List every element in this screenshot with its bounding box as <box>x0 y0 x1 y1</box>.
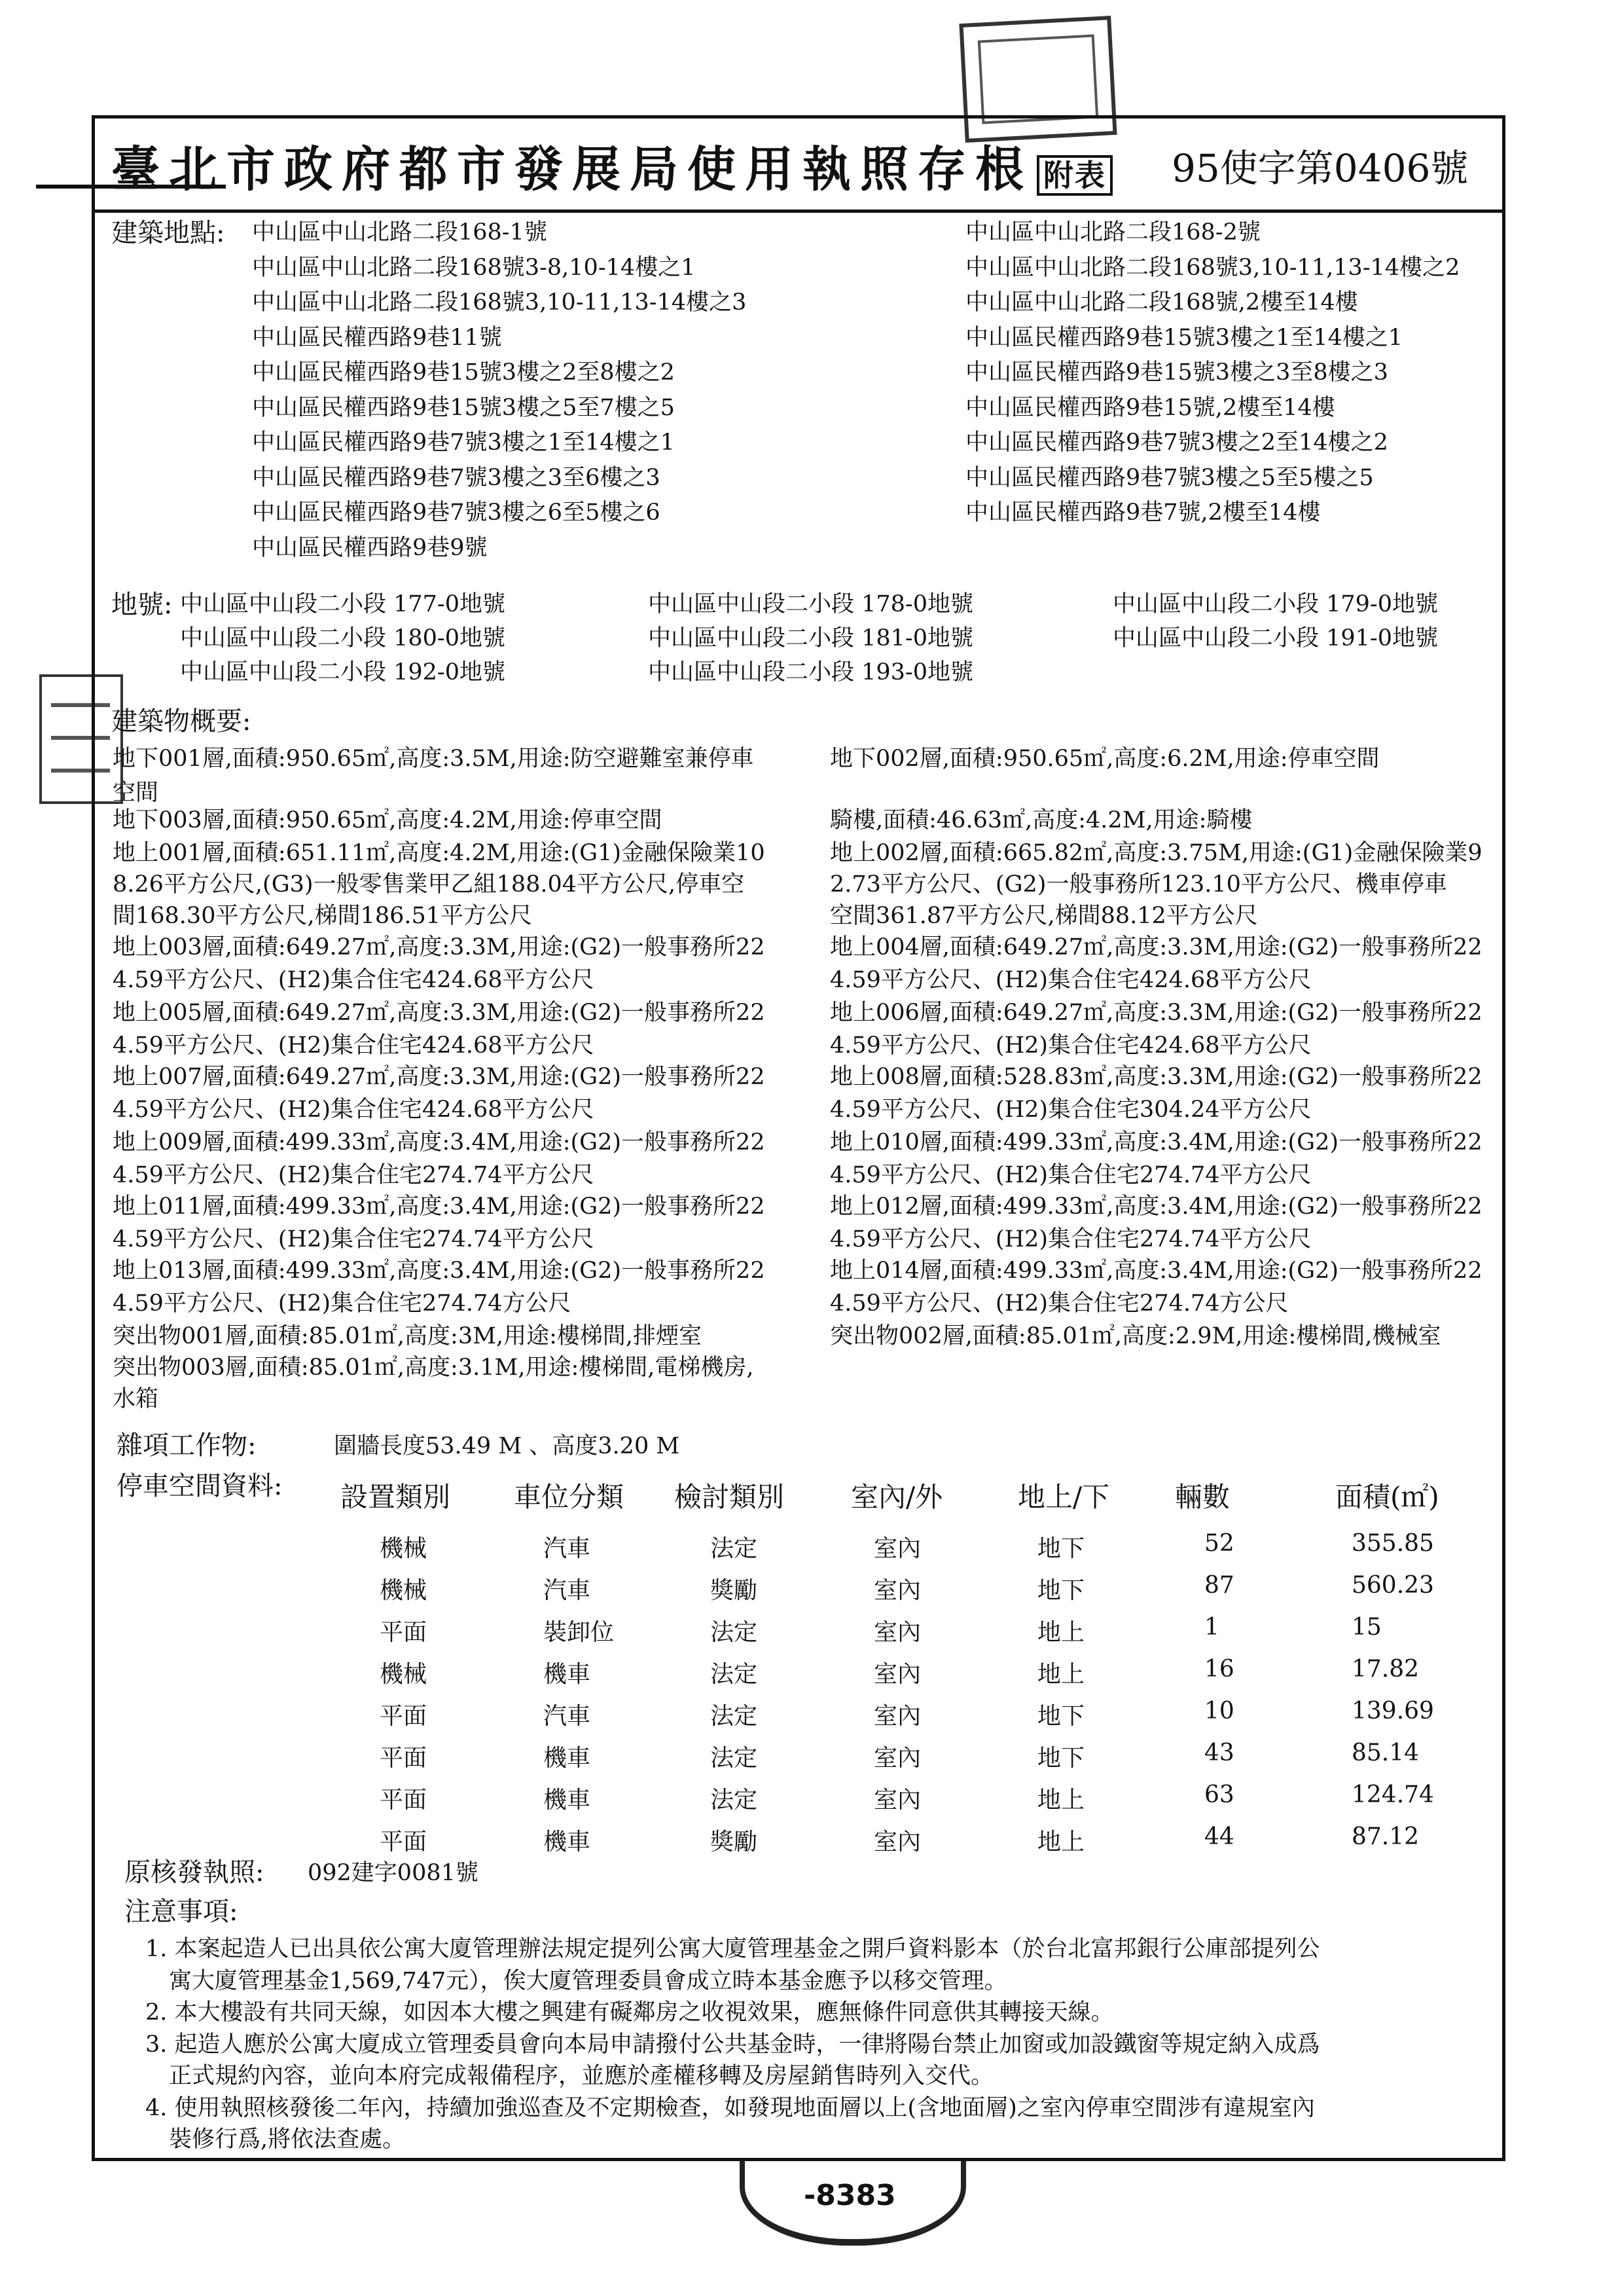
building-line: 4.59平方公尺、(H2)集合住宅424.68平方公尺 <box>830 1032 1312 1059</box>
building-line: 4.59平方公尺、(H2)集合住宅274.74平方公尺 <box>113 1162 594 1188</box>
parking-column-header: 設置類別 <box>340 1481 451 1513</box>
site-address: 中山區中山北路二段168號,2樓至14樓 <box>965 289 1358 316</box>
parking-column-header: 車位分類 <box>514 1481 624 1513</box>
parking-cell: 560.23 <box>1352 1572 1434 1599</box>
note-line: 正式規約內容，並向本府完成報備程序，並應於產權移轉及房屋銷售時列入交代。 <box>169 2063 994 2089</box>
parking-cell: 獎勵 <box>710 1829 758 1855</box>
parking-cell: 平面 <box>380 1829 427 1855</box>
misc-label: 雜項工作物: <box>117 1430 257 1461</box>
land-number: 中山區中山段二小段 179-0地號 <box>1113 591 1439 617</box>
building-line: 地上012層,面積:499.33㎡,高度:3.4M,用途:(G2)一般事務所22 <box>830 1194 1483 1220</box>
parking-cell: 地上 <box>1037 1619 1085 1646</box>
title-text: 臺北市政府都市發展局使用執照存根 <box>111 141 1033 198</box>
parking-cell: 機械 <box>380 1661 427 1688</box>
parking-cell: 室內 <box>874 1829 922 1855</box>
note-line: 4. 使用執照核發後二年內，持續加強巡查及不定期檢查，如發現地面層以上(含地面層)之室內停車空間涉有違規室內 <box>145 2094 1315 2121</box>
parking-cell: 平面 <box>380 1787 427 1813</box>
site-address: 中山區民權西路9巷15號3樓之1至14樓之1 <box>965 324 1403 351</box>
site-address: 中山區民權西路9巷7號3樓之3至6樓之3 <box>252 464 660 491</box>
parking-cell: 地下 <box>1037 1577 1085 1604</box>
bottom-seal-stamp <box>740 2160 966 2246</box>
building-line: 地上006層,面積:649.27㎡,高度:3.3M,用途:(G2)一般事務所22 <box>830 1000 1483 1026</box>
building-line: 8.26平方公尺,(G3)一般零售業甲乙組188.04平方公尺,停車空 <box>113 871 745 898</box>
parking-cell: 機車 <box>543 1745 591 1772</box>
site-address: 中山區民權西路9巷15號3樓之5至7樓之5 <box>252 394 675 421</box>
building-line: 地下003層,面積:950.65㎡,高度:4.2M,用途:停車空間 <box>113 807 662 833</box>
parking-column-header: 室內/外 <box>851 1481 943 1513</box>
building-line: 地上014層,面積:499.33㎡,高度:3.4M,用途:(G2)一般事務所22 <box>830 1258 1483 1284</box>
building-line: 騎樓,面積:46.63㎡,高度:4.2M,用途:騎樓 <box>830 807 1253 833</box>
parking-cell: 法定 <box>710 1535 758 1562</box>
building-line: 突出物003層,面積:85.01㎡,高度:3.1M,用途:樓梯間,電梯機房, <box>113 1355 754 1381</box>
site-address: 中山區中山北路二段168號3,10-11,13-14樓之2 <box>965 254 1460 281</box>
parking-cell: 機車 <box>543 1787 591 1813</box>
building-line: 地上003層,面積:649.27㎡,高度:3.3M,用途:(G2)一般事務所22 <box>113 934 765 960</box>
parking-cell: 室內 <box>874 1745 922 1772</box>
building-line: 地上008層,面積:528.83㎡,高度:3.3M,用途:(G2)一般事務所22 <box>830 1064 1483 1090</box>
building-line: 突出物001層,面積:85.01㎡,高度:3M,用途:樓梯間,排煙室 <box>113 1323 702 1349</box>
parking-cell: 室內 <box>874 1577 922 1604</box>
parking-cell: 85.14 <box>1352 1740 1420 1766</box>
site-address: 中山區民權西路9巷7號3樓之1至14樓之1 <box>252 429 675 456</box>
site-address: 中山區民權西路9巷15號3樓之2至8樓之2 <box>252 359 675 386</box>
site-address: 中山區民權西路9巷7號,2樓至14樓 <box>965 500 1321 526</box>
land-number: 中山區中山段二小段 177-0地號 <box>180 591 506 617</box>
land-label: 地號: <box>111 590 173 620</box>
land-number: 中山區中山段二小段 192-0地號 <box>180 659 506 685</box>
parking-cell: 87 <box>1204 1572 1234 1599</box>
site-label: 建築地點: <box>111 218 225 248</box>
parking-cell: 15 <box>1352 1614 1382 1641</box>
building-line: 4.59平方公尺、(H2)集合住宅424.68平方公尺 <box>830 967 1312 993</box>
building-line: 4.59平方公尺、(H2)集合住宅274.74平方公尺 <box>113 1226 594 1252</box>
permit-number: 95使字第0406號 <box>1172 146 1469 191</box>
parking-column-header: 檢討類別 <box>674 1481 785 1513</box>
building-line: 突出物002層,面積:85.01㎡,高度:2.9M,用途:樓梯間,機械室 <box>830 1323 1441 1349</box>
parking-cell: 法定 <box>710 1661 758 1688</box>
note-line: 3. 起造人應於公寓大廈成立管理委員會向本局申請撥付公共基金時，一律將陽台禁止加窗或加設鐵窗等規定納入成爲 <box>145 2031 1320 2058</box>
land-number: 中山區中山段二小段 181-0地號 <box>648 625 974 651</box>
parking-cell: 機械 <box>380 1535 427 1562</box>
parking-cell: 87.12 <box>1352 1823 1420 1850</box>
site-address: 中山區民權西路9巷11號 <box>252 324 502 351</box>
parking-cell: 地下 <box>1037 1535 1085 1562</box>
original-permit-value: 092建字0081號 <box>308 1860 478 1886</box>
building-line: 空間 <box>113 780 159 806</box>
note-line: 2. 本大樓設有共同天線，如因本大樓之興建有礙鄰房之收視效果，應無條件同意供其轉接天線。 <box>145 1999 1114 2026</box>
building-line: 4.59平方公尺、(H2)集合住宅274.74平方公尺 <box>830 1226 1312 1252</box>
building-line: 地上007層,面積:649.27㎡,高度:3.3M,用途:(G2)一般事務所22 <box>113 1064 765 1090</box>
parking-label: 停車空間資料: <box>117 1471 283 1501</box>
parking-cell: 平面 <box>380 1703 427 1730</box>
land-number: 中山區中山段二小段 178-0地號 <box>648 591 974 617</box>
parking-cell: 16 <box>1204 1656 1234 1683</box>
building-line: 地上005層,面積:649.27㎡,高度:3.3M,用途:(G2)一般事務所22 <box>113 1000 765 1026</box>
parking-cell: 室內 <box>874 1535 922 1562</box>
building-line: 4.59平方公尺、(H2)集合住宅424.68平方公尺 <box>113 1032 594 1059</box>
building-line: 地上004層,面積:649.27㎡,高度:3.3M,用途:(G2)一般事務所22 <box>830 934 1483 960</box>
document-title <box>111 131 1113 200</box>
parking-cell: 139.69 <box>1352 1698 1434 1724</box>
site-address: 中山區民權西路9巷15號3樓之3至8樓之3 <box>965 359 1388 386</box>
building-line: 空間361.87平方公尺,梯間88.12平方公尺 <box>830 903 1258 929</box>
note-line: 寓大廈管理基金1,569,747元），俟大廈管理委員會成立時本基金應予以移交管理。 <box>169 1967 1007 1994</box>
parking-column-header: 輛數 <box>1175 1481 1231 1513</box>
note-line: 裝修行爲,將依法查處。 <box>169 2126 406 2153</box>
parking-cell: 汽車 <box>543 1535 591 1562</box>
parking-cell: 17.82 <box>1352 1656 1420 1683</box>
seal-number: -8383 <box>804 2179 896 2212</box>
parking-cell: 地上 <box>1037 1661 1085 1688</box>
building-line: 地下002層,面積:950.65㎡,高度:6.2M,用途:停車空間 <box>830 746 1380 772</box>
building-line: 4.59平方公尺、(H2)集合住宅274.74方公尺 <box>830 1290 1289 1317</box>
parking-cell: 法定 <box>710 1619 758 1646</box>
building-line: 間168.30平方公尺,梯間186.51平方公尺 <box>113 903 533 929</box>
header-divider <box>92 210 1505 213</box>
building-line: 地上009層,面積:499.33㎡,高度:3.4M,用途:(G2)一般事務所22 <box>113 1129 765 1156</box>
parking-cell: 1 <box>1204 1614 1219 1641</box>
site-address: 中山區民權西路9巷15號,2樓至14樓 <box>965 394 1335 421</box>
building-line: 4.59平方公尺、(H2)集合住宅424.68平方公尺 <box>113 1097 594 1123</box>
parking-cell: 地下 <box>1037 1745 1085 1772</box>
parking-cell: 機械 <box>380 1577 427 1604</box>
parking-cell: 室內 <box>874 1619 922 1646</box>
parking-cell: 機車 <box>543 1661 591 1688</box>
parking-cell: 地上 <box>1037 1787 1085 1813</box>
misc-value: 圍牆長度53.49 M 、高度3.20 M <box>334 1433 680 1459</box>
parking-cell: 法定 <box>710 1787 758 1813</box>
building-line: 地上002層,面積:665.82㎡,高度:3.75M,用途:(G1)金融保險業9 <box>830 840 1483 866</box>
land-number: 中山區中山段二小段 193-0地號 <box>648 659 974 685</box>
land-number: 中山區中山段二小段 191-0地號 <box>1113 625 1439 651</box>
building-line: 水箱 <box>113 1386 159 1412</box>
building-label: 建築物概要: <box>111 706 251 737</box>
site-address: 中山區中山北路二段168-2號 <box>965 219 1261 246</box>
building-line: 地上001層,面積:651.11㎡,高度:4.2M,用途:(G1)金融保險業10 <box>113 840 765 866</box>
parking-cell: 法定 <box>710 1745 758 1772</box>
site-address: 中山區中山北路二段168號3-8,10-14樓之1 <box>252 254 696 281</box>
building-line: 地下001層,面積:950.65㎡,高度:3.5M,用途:防空避難室兼停車 <box>113 746 754 772</box>
parking-column-header: 地上/下 <box>1018 1481 1110 1513</box>
building-line: 地上013層,面積:499.33㎡,高度:3.4M,用途:(G2)一般事務所22 <box>113 1258 765 1284</box>
parking-cell: 52 <box>1204 1530 1234 1557</box>
parking-cell: 63 <box>1204 1781 1234 1808</box>
note-line: 1. 本案起造人已出具依公寓大廈管理辦法規定提列公寓大廈管理基金之開戶資料影本（於台北富邦銀行公庫部提列公 <box>145 1936 1320 1962</box>
parking-cell: 10 <box>1204 1698 1234 1724</box>
building-line: 4.59平方公尺、(H2)集合住宅274.74方公尺 <box>113 1290 571 1317</box>
parking-cell: 汽車 <box>543 1703 591 1730</box>
building-line: 4.59平方公尺、(H2)集合住宅424.68平方公尺 <box>113 967 594 993</box>
parking-cell: 355.85 <box>1352 1530 1434 1557</box>
parking-cell: 44 <box>1204 1823 1234 1850</box>
building-line: 4.59平方公尺、(H2)集合住宅304.24平方公尺 <box>830 1097 1312 1123</box>
parking-cell: 124.74 <box>1352 1781 1434 1808</box>
parking-cell: 機車 <box>543 1829 591 1855</box>
parking-cell: 法定 <box>710 1703 758 1730</box>
site-address: 中山區中山北路二段168號3,10-11,13-14樓之3 <box>252 289 747 316</box>
site-address: 中山區民權西路9巷7號3樓之2至14樓之2 <box>965 429 1388 456</box>
parking-cell: 裝卸位 <box>543 1619 615 1646</box>
site-address: 中山區中山北路二段168-1號 <box>252 219 547 246</box>
original-permit-label: 原核發執照: <box>124 1857 264 1887</box>
parking-cell: 地上 <box>1037 1829 1085 1855</box>
site-address: 中山區民權西路9巷7號3樓之6至5樓之6 <box>252 500 660 526</box>
building-line: 地上011層,面積:499.33㎡,高度:3.4M,用途:(G2)一般事務所22 <box>113 1194 765 1220</box>
parking-cell: 平面 <box>380 1619 427 1646</box>
parking-column-header: 面積(㎡) <box>1335 1481 1439 1513</box>
building-line: 2.73平方公尺、(G2)一般事務所123.10平方公尺、機車停車 <box>830 871 1447 898</box>
land-number: 中山區中山段二小段 180-0地號 <box>180 625 506 651</box>
parking-cell: 室內 <box>874 1787 922 1813</box>
parking-cell: 獎勵 <box>710 1577 758 1604</box>
building-line: 地上010層,面積:499.33㎡,高度:3.4M,用途:(G2)一般事務所22 <box>830 1129 1483 1156</box>
parking-cell: 地下 <box>1037 1703 1085 1730</box>
parking-cell: 平面 <box>380 1745 427 1772</box>
attached-table-stamp: 附表 <box>1037 155 1113 196</box>
parking-cell: 汽車 <box>543 1577 591 1604</box>
notes-label: 注意事項: <box>124 1897 238 1927</box>
site-address: 中山區民權西路9巷7號3樓之5至5樓之5 <box>965 464 1374 491</box>
parking-cell: 43 <box>1204 1740 1234 1766</box>
site-address: 中山區民權西路9巷9號 <box>252 534 488 561</box>
parking-cell: 室內 <box>874 1703 922 1730</box>
parking-cell: 室內 <box>874 1661 922 1688</box>
building-line: 4.59平方公尺、(H2)集合住宅274.74平方公尺 <box>830 1162 1312 1188</box>
